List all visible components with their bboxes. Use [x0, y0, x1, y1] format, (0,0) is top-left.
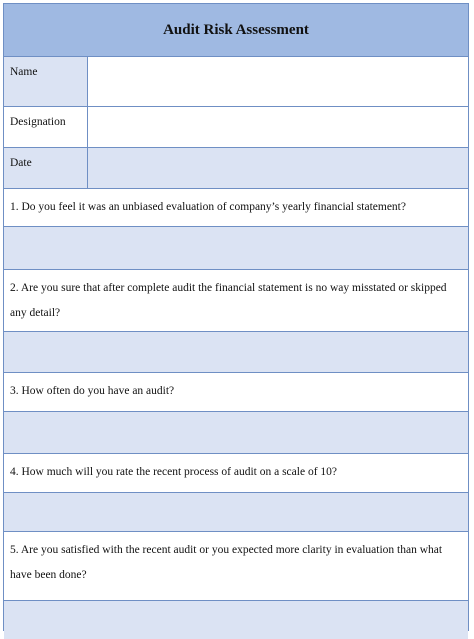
designation-label: Designation — [4, 107, 88, 147]
date-input[interactable] — [88, 148, 468, 188]
name-row — [4, 57, 468, 107]
answer-1-field[interactable] — [4, 227, 468, 270]
answer-3-field[interactable] — [4, 412, 468, 454]
question-5: 5. Are you satisfied with the recent audit or you expected more clarity in evaluation than what have been done? — [4, 532, 468, 601]
name-label: Name — [4, 57, 88, 106]
designation-input[interactable] — [88, 107, 468, 147]
question-1: 1. Do you feel it was an unbiased evaluation of company’s yearly financial statement? — [4, 189, 468, 227]
question-2: 2. Are you sure that after complete audit the financial statement is no way misstated or skipped any detail? — [4, 270, 468, 332]
date-label: Date — [4, 148, 88, 188]
audit-risk-form — [3, 3, 469, 631]
date-row — [4, 148, 468, 189]
answer-2-field[interactable] — [4, 332, 468, 373]
name-input[interactable] — [88, 57, 468, 106]
form-title: Audit Risk Assessment — [4, 4, 468, 57]
question-4: 4. How much will you rate the recent process of audit on a scale of 10? — [4, 454, 468, 493]
designation-row — [4, 107, 468, 148]
answer-4-field[interactable] — [4, 493, 468, 532]
question-3: 3. How often do you have an audit? — [4, 373, 468, 412]
answer-5-field[interactable] — [4, 601, 468, 639]
